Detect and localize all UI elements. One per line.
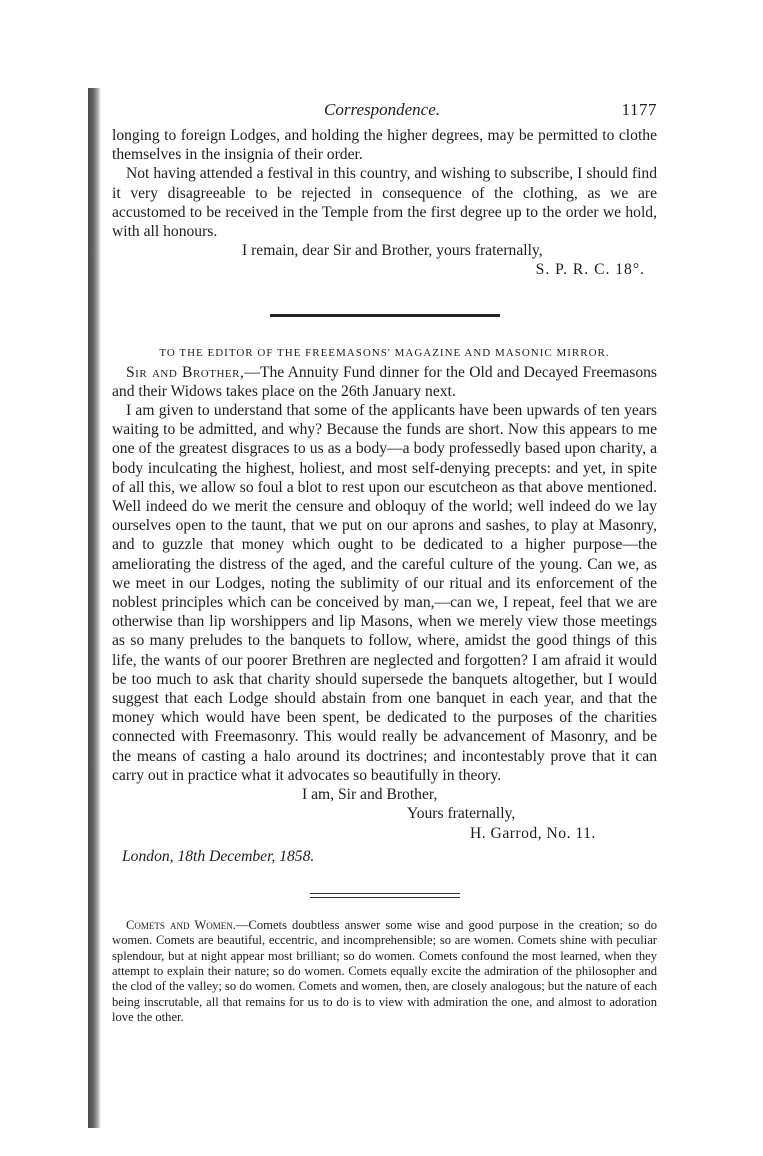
comets-and-women-text: —Comets doubtless answer some wise and good purpose in the creation; so do women. Comets are beautiful, eccentric, and incomprehensible; so are women. Comets shine with peculiar splendour, but at night appear most brilliant; so do women. Comets confound the most learned, when they attempt to explain their nature; so do women. Comets equally excite the admiration of the philosopher and the clod of the valley; so do women. Comets and women, then, are closely analogous; but the nature of each being inscrutable, all that remains for us to do is to view with admiration the one, and almost to adoration love the other. (112, 917, 657, 1025)
comets-and-women-item (112, 918, 657, 1026)
running-head (112, 100, 657, 126)
letter-2-dateline (112, 847, 657, 867)
book-spine-shadow (88, 88, 101, 1128)
page (112, 100, 657, 1026)
letter-2-paragraph-1 (112, 363, 657, 401)
letter-2-signature: H. Garrod, No. 11. (470, 824, 596, 842)
letter-2-dateline-text: London, 18th December, 1858. (122, 847, 315, 865)
letter-2-heading: TO THE EDITOR OF THE FREEMASONS' MAGAZINE AND MASONIC MIRROR. (159, 346, 610, 359)
letter-2-paragraph-2: I am given to understand that some of the applicants have been upwards of ten years waiting to be admitted, and why? Because the funds are short. Now this appears to me one of the greatest disgraces to us as a body—a body professedly based upon charity, a body inculcating the highest, holiest, and most self-denying precepts: and yet, in spite of all this, we allow so foul a blot to rest upon our escutcheon as that above mentioned. Well indeed do we merit the censure and obloquy of the world; well indeed do we lay ourselves open to the taunt, that we put on our aprons and sashes, to play at Masonry, and to guzzle that money which ought to be dedicated to a higher purpose—the ameliorating the distress of the aged, and the careful culture of the young. Can we, as we meet in our Lodges, noting the sublimity of our ritual and its enforcement of the noblest principles which can be conceived by man,—can we, I repeat, feel that we are otherwise than lip worshippers and lip Masons, when we merely view those meetings as so many preludes to the banquets to follow, where, amidst the good things of this life, the wants of our poorer Brethren are neglected and forgotten? I am afraid it would be too much to ask that charity should supersede the banquets altogether, but I would suggest that each Lodge should abstain from one banquet in each year, and that the money which would have been spent, be dedicated to the purposes of the charities connected with Freemasonry. This would really be advancement of Masonry, and be the means of casting a halo around its doctrines; and incontestably prove that it can carry out in practice what it advocates so beautifully in theory. (112, 402, 657, 784)
comets-and-women-lead: Comets and Women. (126, 917, 236, 932)
letter-1-sign-off: I remain, dear Sir and Brother, yours fraternally, (242, 242, 543, 260)
letter-2-sign-off-1: I am, Sir and Brother, (302, 786, 438, 804)
letter-2 (112, 347, 657, 867)
letter-2-salutation: Sir and Brother, (126, 363, 245, 381)
letter-2-paragraph-1-text: —The Annuity Fund dinner for the Old and Decayed Freemasons and their Widows takes place on the 26th January next. (112, 363, 657, 400)
letter-1 (112, 126, 657, 280)
letter-1-signature: S. P. R. C. 18°. (535, 261, 645, 279)
section-divider (270, 314, 500, 317)
letter-2-sign-off-2: Yours fraternally, (407, 805, 516, 823)
running-head-title: Correspondence. (324, 100, 440, 119)
section-divider-upper (310, 893, 460, 894)
page-number: 1177 (621, 100, 657, 119)
section-divider-lower (310, 897, 460, 898)
letter-1-paragraph-2: Not having attended a festival in this country, and wishing to subscribe, I should find it very disagreeable to be rejected in consequence of the clothing, as we are accustomed to be received in the Temple from the first degree up to the order we hold, with all honours. (112, 165, 657, 241)
letter-1-paragraph-1: longing to foreign Lodges, and holding the higher degrees, may be permitted to clothe themselves in the insignia of their order. (112, 127, 657, 164)
